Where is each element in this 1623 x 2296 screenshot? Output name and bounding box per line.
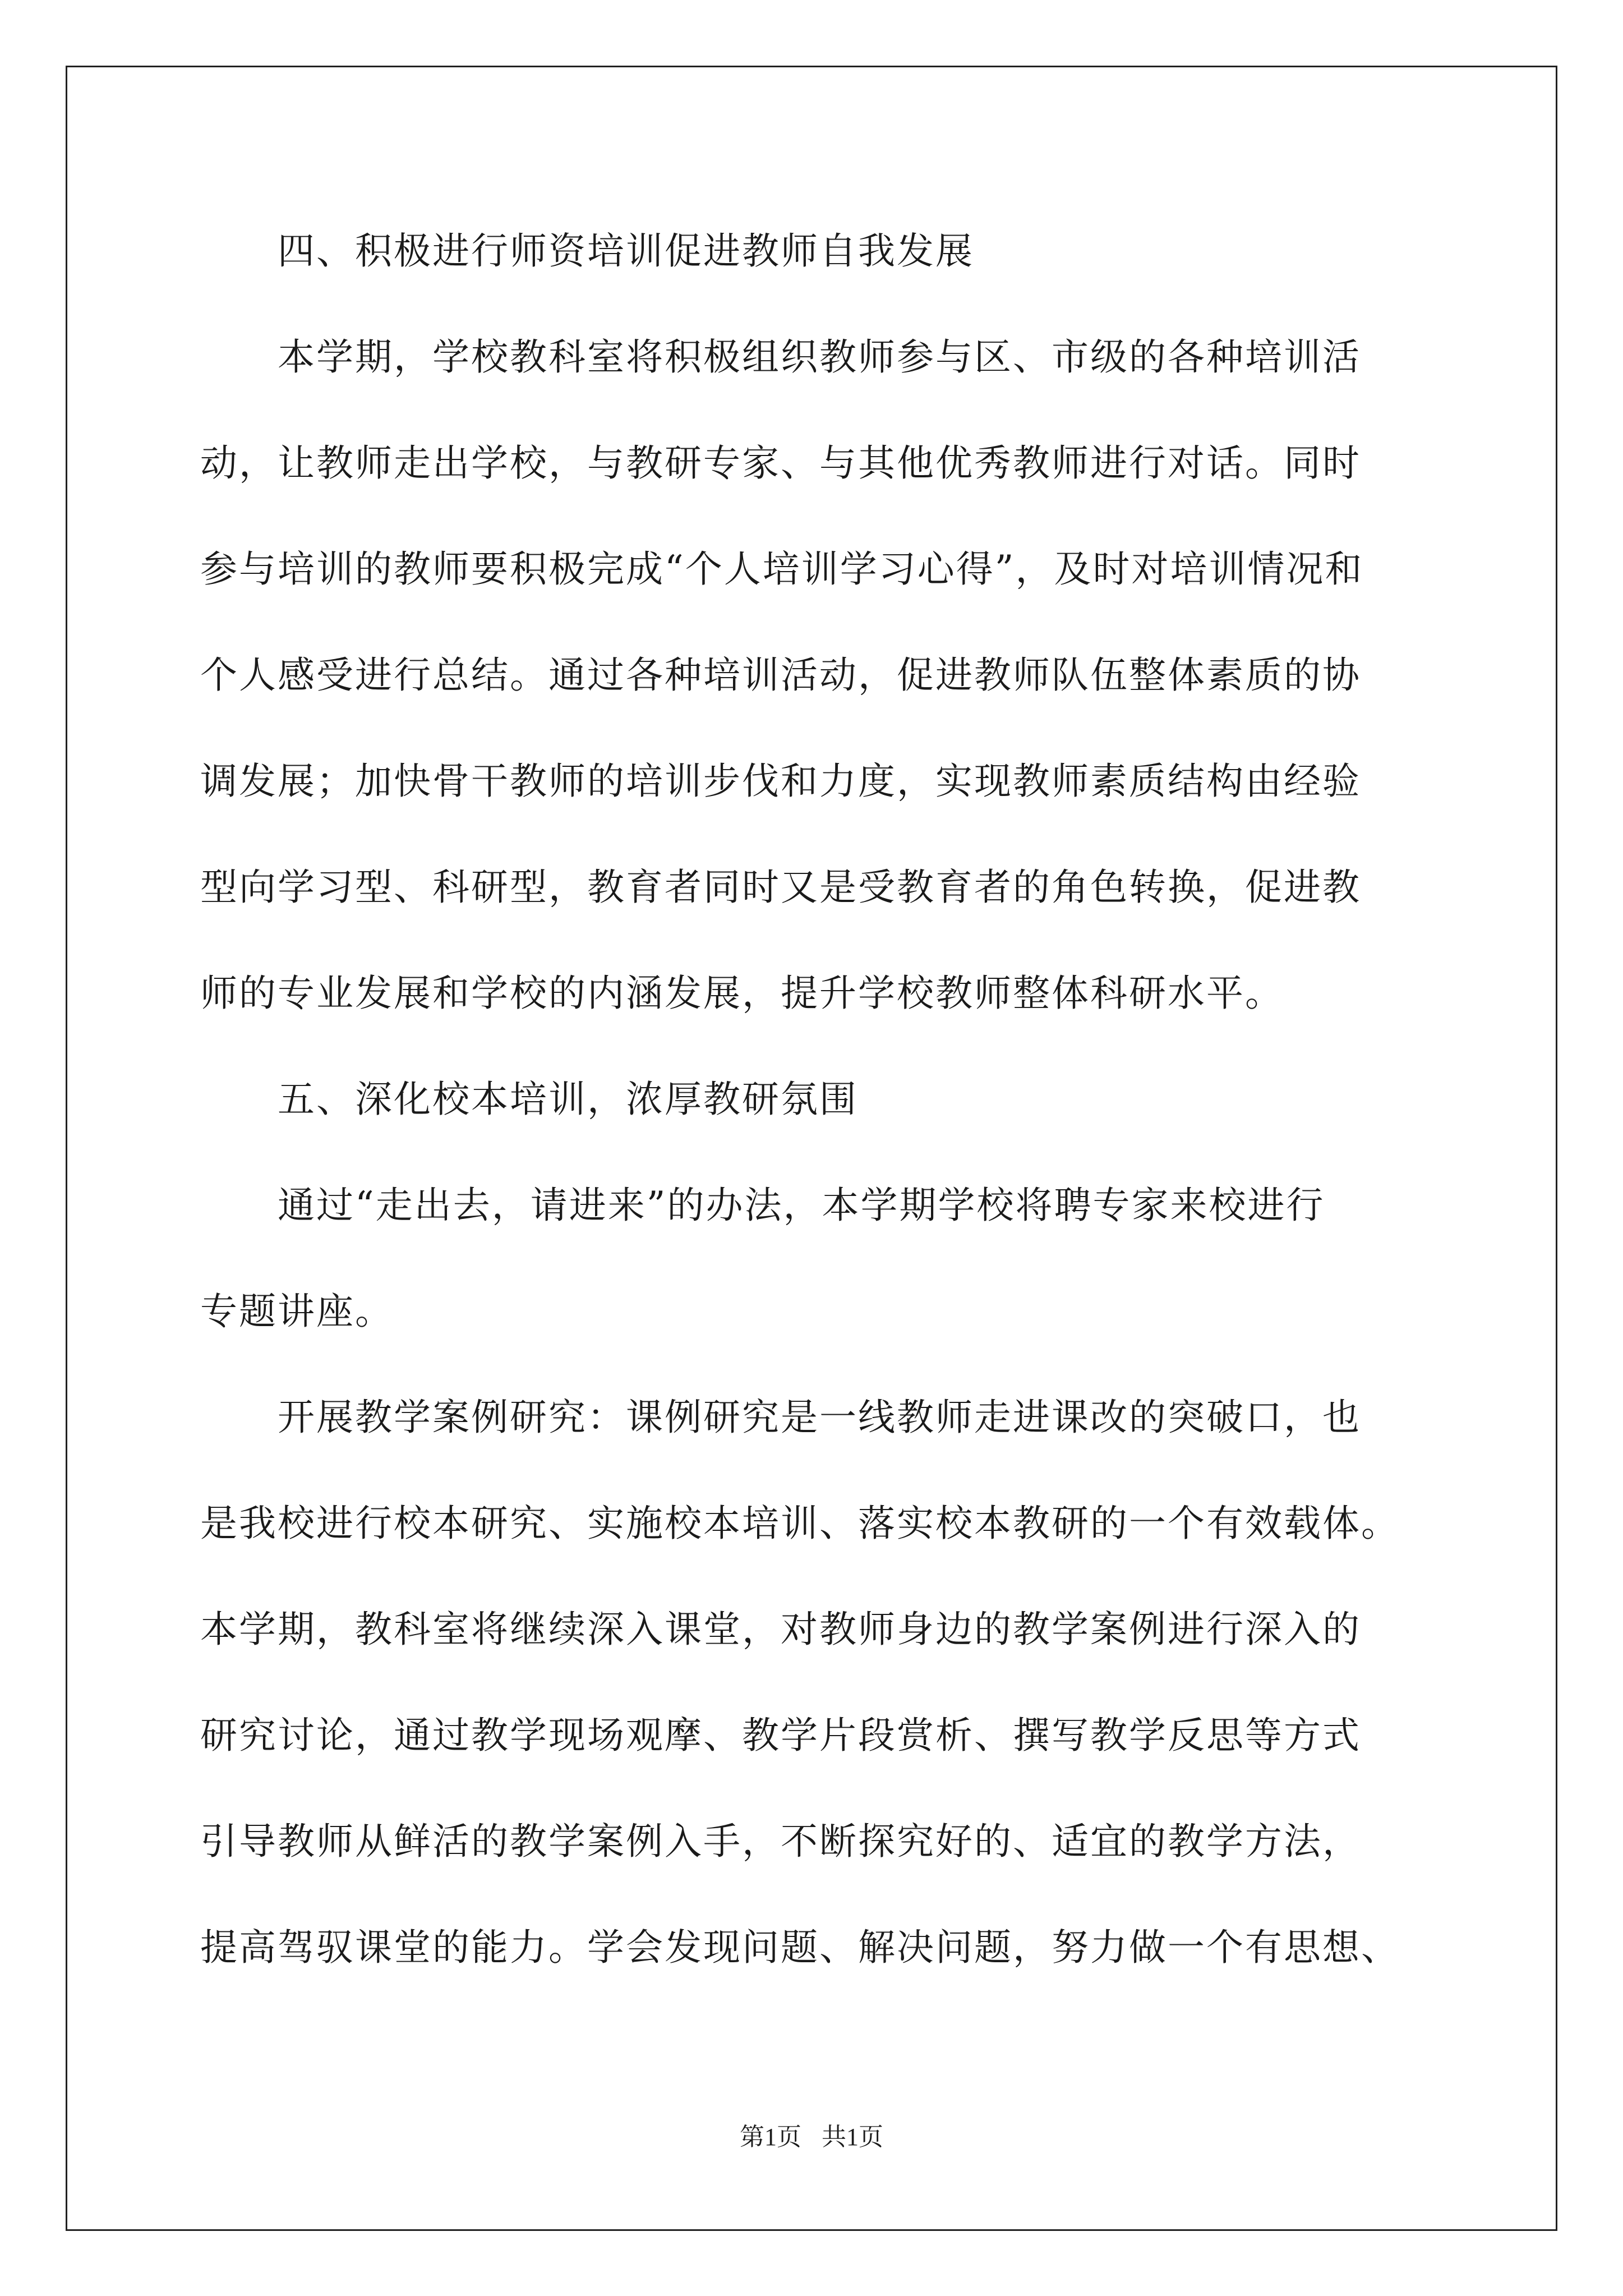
page-total: 共1页 (822, 2123, 883, 2151)
text-line: 动，让教师走出学校，与教研专家、与其他优秀教师进行对话。同时 (200, 441, 1361, 485)
heading-section-4: 四、积极进行师资培训促进教师自我发展 (200, 229, 974, 273)
text-line: 调发展；加快骨干教师的培训步伐和力度，实现教师素质结构由经验 (200, 760, 1361, 803)
text-line: 专题讲座。 (200, 1290, 394, 1333)
page-border (66, 66, 1557, 2231)
text-line: 引导教师从鲜活的教学案例入手，不断探究好的、适宜的教学方法， (200, 1820, 1361, 1863)
page-footer (0, 2120, 1623, 2154)
text-line: 个人感受进行总结。通过各种培训活动，促进教师队伍整体素质的协 (200, 654, 1361, 697)
text-line: 是我校进行校本研究、实施校本培训、落实校本教研的一个有效载体。 (200, 1502, 1400, 1545)
heading-section-5: 五、深化校本培训，浓厚教研氛围 (200, 1078, 858, 1121)
text-line: 师的专业发展和学校的内涵发展，提升学校教师整体科研水平。 (200, 972, 1284, 1015)
text-line: 型向学习型、科研型，教育者同时又是受教育者的角色转换，促进教 (200, 866, 1361, 909)
text-line: 通过“走出去，请进来”的办法，本学期学校将聘专家来校进行 (200, 1184, 1325, 1227)
text-line: 研究讨论，通过教学现场观摩、教学片段赏析、撰写教学反思等方式 (200, 1714, 1361, 1757)
page-number: 第1页 (740, 2123, 801, 2151)
text-line: 本学期，学校教科室将积极组织教师参与区、市级的各种培训活 (200, 335, 1361, 379)
text-line: 本学期，教科室将继续深入课堂，对教师身边的教学案例进行深入的 (200, 1608, 1361, 1651)
text-line: 提高驾驭课堂的能力。学会发现问题、解决问题，努力做一个有思想、 (200, 1926, 1400, 1969)
text-line: 参与培训的教师要积极完成“个人培训学习心得”，及时对培训情况和 (200, 547, 1364, 591)
text-line: 开展教学案例研究：课例研究是一线教师走进课改的突破口，也 (200, 1396, 1361, 1439)
